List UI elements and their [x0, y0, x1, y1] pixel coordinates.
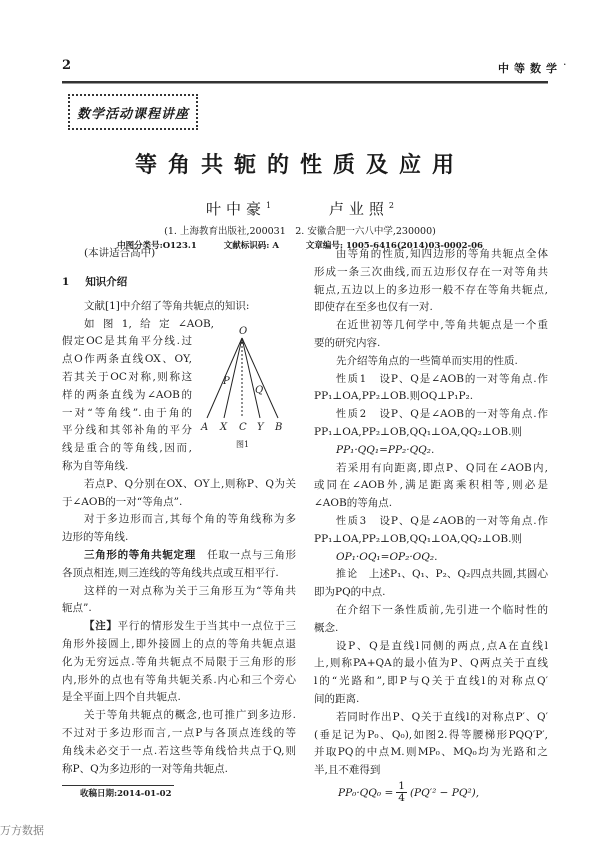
text-line	[314, 282, 548, 300]
line-text: 任取一点与三角形	[195, 548, 297, 561]
line-text: 上,则称PA+QA的最小值为P、Q两点关于直线	[314, 657, 548, 670]
paragraph-lead: 性质3	[336, 515, 368, 527]
author-2	[329, 200, 394, 218]
line-text: 间的距离.	[314, 692, 360, 705]
line-text: 称为自等角线.	[62, 459, 129, 472]
line-text: 内,形外的点也有等角共轭关系.内心和三个旁心	[62, 673, 296, 686]
text-line	[62, 761, 296, 779]
paragraph-lead: 推论	[336, 569, 359, 581]
figure-1	[200, 322, 292, 452]
label-b: B	[275, 422, 283, 433]
fraction-numerator: 1	[398, 780, 405, 793]
section-heading	[62, 274, 296, 292]
column-label: 数学活动课程讲座	[76, 106, 189, 122]
line-text: 于∠AOB的一对“等角点”.	[62, 495, 183, 508]
text-line	[62, 529, 296, 547]
label-y: Y	[257, 422, 264, 433]
article-number: 文章编号: 1005-6416(2014)03-0002-06	[305, 241, 483, 251]
line-text: 如图1,给定∠AOB,	[84, 317, 214, 330]
text-line	[314, 762, 548, 780]
text-line	[314, 709, 548, 727]
line-text: 一对“等角线”.由于角的	[62, 406, 192, 419]
text-line	[314, 620, 548, 638]
line-text: l的“光路和”,即P与Q关于直线l的对称点Q′	[314, 675, 548, 688]
text-line	[314, 477, 548, 495]
text-line	[314, 264, 548, 282]
line-text: 不过对于多边形而言,一点P与各顶点连线的等	[62, 726, 296, 739]
text-line	[62, 316, 214, 334]
line-text: 设P、Q是∠AOB的一对等角点.作	[367, 408, 548, 421]
text-line	[314, 531, 548, 549]
line-text: 即使存在至多也仅有一对.	[314, 301, 433, 314]
label-a: A	[201, 422, 209, 433]
text-line	[314, 744, 548, 762]
line-text: 并取PQ的中点M.则MP₀、MQ₀均为光路和之	[314, 746, 548, 759]
line-text: 称P、Q为多边形的一对等角共轭点.	[62, 762, 229, 775]
line-text: PP₁⊥OA,PP₂⊥OB,QQ₁⊥OA,QQ₂⊥OB.则	[314, 425, 522, 438]
text-line	[62, 369, 192, 387]
label-x: X	[220, 422, 228, 433]
text-line	[62, 672, 296, 690]
text-line	[314, 602, 548, 620]
label-p: P	[223, 376, 230, 387]
text-line	[314, 317, 548, 335]
text-line	[314, 406, 548, 424]
author-mark: 2	[388, 201, 394, 210]
text-line	[314, 673, 548, 691]
label-o: O	[239, 326, 248, 337]
authors	[0, 198, 600, 219]
formula-line: OP₁·OQ₁=OP₂·OQ₂.	[336, 550, 438, 563]
paragraph-lead: 性质1	[336, 373, 368, 385]
text-line	[62, 422, 192, 440]
section-number: 1	[62, 276, 70, 288]
text-line	[62, 583, 296, 601]
text-line	[62, 511, 296, 529]
text-line	[62, 689, 296, 707]
line-text: ∠AOB的等角点.	[314, 497, 393, 510]
text-line	[62, 618, 296, 636]
line-text: 这样的一对点称为关于三角形互为“等角共	[84, 584, 296, 597]
line-text: 点O作两条直线OX、OY,	[62, 353, 192, 366]
text-line	[314, 691, 548, 709]
text-line	[314, 655, 548, 673]
line-text: 关于等角共轭点的概念,也可推广到多边形.	[84, 709, 296, 722]
text-line	[62, 547, 296, 565]
text-line	[314, 299, 548, 317]
line-text: 在近世初等几何学中,等角共轭点是一个重	[336, 319, 548, 332]
text-line	[314, 727, 548, 745]
journal-name: 中等数学	[498, 62, 562, 75]
affiliations: (1. 上海教育出版社,200031 2. 安徽合肥一六八中学,230000)	[164, 226, 436, 237]
figure-caption: 图1	[236, 440, 250, 449]
line-text: 对于多边形而言,其每个角的等角线称为多	[84, 513, 296, 526]
document-code: 文献标识码: A	[223, 241, 279, 251]
received-date: 收稿日期:2014-01-02	[80, 789, 172, 799]
audience-note: (本讲适合高中)	[84, 247, 156, 259]
column-label-box	[68, 94, 198, 130]
fraction-denominator: 4	[398, 792, 405, 805]
line-text: 边形的等角线.	[62, 531, 129, 544]
article-title: 等角共轭的性质及应用	[134, 152, 465, 178]
line-text: 轭点,五边以上的多边形一般不存在等角共轭点,	[314, 283, 548, 296]
text-line	[62, 600, 296, 618]
line-text: 要的研究内容.	[314, 336, 381, 349]
section-title: 知识介绍	[85, 276, 128, 288]
text-line	[62, 405, 192, 423]
right-column	[314, 246, 548, 806]
line-text: 若同时作出P、Q关于直线l的对称点P′、Q′	[336, 710, 548, 723]
text-line	[62, 636, 296, 654]
line-text: 设P、Q是∠AOB的一对等角点.作	[367, 372, 548, 385]
paragraph-lead: 【注】	[84, 620, 118, 633]
line-text: 设P、Q是直线l同侧的两点,点A在直线l	[336, 639, 548, 652]
line-text: 即为PQ的中点.	[314, 586, 386, 599]
line-text: 或同在∠AOB外,满足距离乘积相等,则必是	[314, 479, 548, 492]
ray-ob	[242, 338, 278, 418]
right-body	[314, 246, 548, 780]
footnote-rule	[62, 785, 174, 786]
line-text: 线是重合的等角线,因而,	[62, 442, 192, 455]
text-line	[314, 584, 548, 602]
line-text: 化为无穷远点.等角共轭点不局限于三角形的形	[62, 655, 296, 668]
formula-rhs: (PQ′² − PQ²),	[409, 786, 480, 799]
line-text: 是全平面上四个自共轭点.	[62, 691, 181, 704]
line-text: 若其关于OC对称,则称这	[62, 370, 192, 383]
line-text: 形成一条三次曲线,而五边形仅存在一对等角共	[314, 265, 548, 278]
text-line	[62, 351, 192, 369]
line-text: 若点P、Q分别在OX、OY上,则称P、Q为关	[84, 477, 296, 490]
text-line	[62, 494, 296, 512]
line-text: 设P、Q是∠AOB的一对等角点.作	[367, 514, 548, 527]
line-text: PP₁⊥OA,PP₂⊥OB.则OQ⊥P₁P₂.	[314, 390, 474, 403]
text-line	[62, 707, 296, 725]
line-text: 半,且不难得到	[314, 764, 381, 777]
text-line	[314, 424, 548, 442]
line-text: 角线未必交于一点.若这些等角线恰共点于Q,则	[62, 744, 296, 757]
author-mark: 1	[266, 201, 272, 210]
text-line	[62, 654, 296, 672]
line-text: 上述P₁、Q₁、P₂、Q₂四点共圆,其圆心	[358, 568, 549, 581]
line-text: 概念.	[314, 621, 339, 634]
author-name: 叶中豪	[206, 200, 267, 218]
text-line	[314, 460, 548, 478]
text-line	[62, 333, 192, 351]
text-line	[314, 495, 548, 513]
formula-line: PP₁·QQ₁=PP₂·QQ₂.	[336, 443, 435, 456]
text-line	[314, 371, 548, 389]
paragraph-lead: 三角形的等角共轭定理	[84, 548, 196, 561]
fraction	[396, 781, 407, 804]
text-line	[62, 476, 296, 494]
formula-light-path	[314, 780, 548, 806]
text-line	[62, 458, 296, 476]
line-text: 平行的情形发生于当其中一点位于三	[117, 620, 297, 633]
ray-oy	[242, 338, 260, 418]
line-text: 角形外接圆上,即外接圆上的点的等角共轭点退	[62, 637, 296, 650]
text-line	[62, 298, 296, 316]
line-text: 假定OC是其角平分线.过	[62, 335, 192, 348]
text-line	[314, 246, 548, 264]
clc-number: 中图分类号:O123.1	[117, 241, 197, 251]
line-text: 文献[1]中介绍了等角共轭点的知识:	[84, 299, 250, 312]
text-line	[314, 335, 548, 353]
line-text: 轭点”.	[62, 602, 92, 615]
line-text: 先介绍等角点的一些简单而实用的性质.	[336, 354, 518, 367]
text-line	[62, 565, 296, 583]
header-dot: ·	[563, 58, 567, 71]
text-line	[314, 388, 548, 406]
author-1	[206, 200, 271, 218]
line-text: 样的两条直线为∠AOB的	[62, 388, 192, 401]
watermark: 万方数据	[0, 824, 44, 837]
line-text: 若采用有向距离,即点P、Q同在∠AOB内,	[336, 461, 548, 474]
line-text: 由等角的性质,知四边形的等角共轭点全体	[336, 248, 548, 260]
line-text: 在介绍下一条性质前,先引进一个临时性的	[336, 603, 548, 616]
label-c: C	[239, 422, 247, 433]
text-line	[314, 353, 548, 371]
text-line	[62, 387, 192, 405]
line-text: PP₁⊥OA,PP₂⊥OB,QQ₁⊥OA,QQ₂⊥OB.则	[314, 532, 522, 545]
text-line	[62, 440, 192, 458]
formula-lhs: PP₀·QQ₀ =	[338, 786, 394, 799]
text-line	[314, 566, 548, 584]
label-q: Q	[255, 385, 264, 396]
line-text: (垂足记为P₀、Q₀),如图2.得等腰梯形PQQ′P′,	[314, 728, 548, 741]
page-number: 2	[62, 58, 72, 73]
text-line	[314, 638, 548, 656]
author-name: 卢业照	[328, 200, 389, 218]
text-line	[314, 513, 548, 531]
header-rule	[62, 81, 548, 84]
text-line	[62, 743, 296, 761]
line-text: 平分线和其邻补角的平分	[62, 424, 192, 437]
paragraph-lead: 性质2	[336, 409, 368, 421]
line-text: 各顶点相连,则三连线的等角线共点或互相平行.	[62, 566, 279, 579]
text-line	[62, 725, 296, 743]
